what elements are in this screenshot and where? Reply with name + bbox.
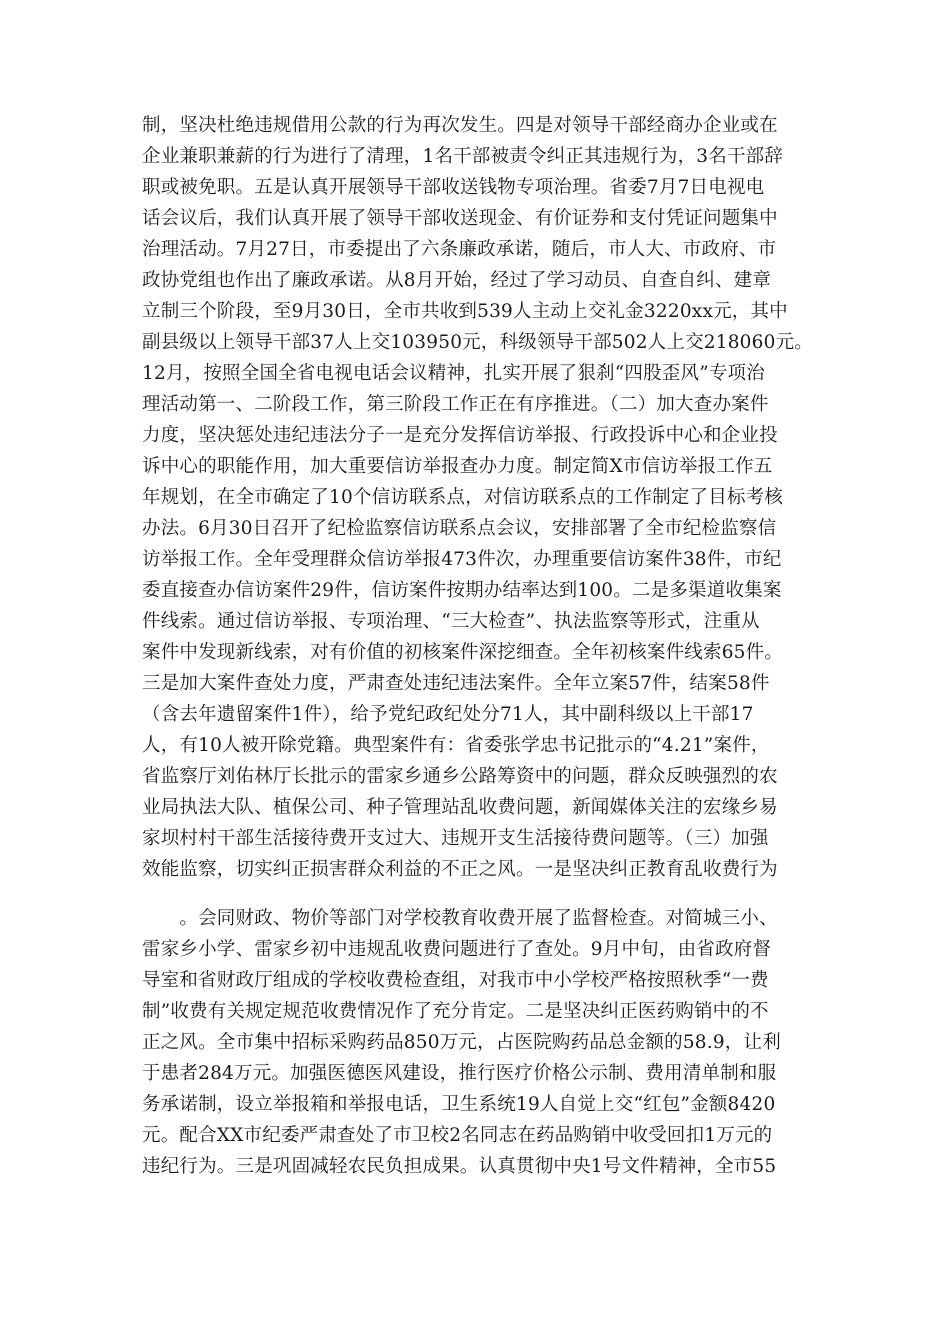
- text-line: 企业兼职兼薪的行为进行了清理，1名干部被责令纠正其违规行为，3名干部辞: [142, 146, 784, 167]
- text-line: （含去年遗留案件1件），给予党纪政纪处分71人，其中副科级以上干部17: [142, 704, 754, 725]
- text-line: 家坝村村干部生活接待费开支过大、违规开支生活接待费问题等。（三）加强: [142, 828, 769, 849]
- text-line: 诉中心的职能作用，加大重要信访举报查办力度。制定简X市信访举报工作五: [142, 456, 773, 477]
- text-line: 访举报工作。全年受理群众信访举报473件次，办理重要信访案件38件，市纪: [142, 549, 782, 570]
- text-line: 委直接查办信访案件29件，信访案件按期办结率达到100。二是多渠道收集案: [142, 580, 782, 601]
- text-line: 违纪行为。三是巩固减轻农民负担成果。认真贯彻中央1号文件精神，全市55: [142, 1156, 777, 1177]
- text-line: 话会议后，我们认真开展了领导干部收送现金、有价证券和支付凭证问题集中: [142, 208, 778, 229]
- text-line: 人，有10人被开除党籍。典型案件有：省委张学忠书记批示的“4.21”案件，: [142, 735, 770, 756]
- text-line: 立制三个阶段，至9月30日，全市共收到539人主动上交礼金3220xx元，其中: [142, 301, 788, 322]
- text-line: 政协党组也作出了廉政承诺。从8月开始，经过了学习动员、自查自纠、建章: [142, 270, 772, 291]
- text-line: 务承诺制，设立举报箱和举报电话，卫生系统19人自觉上交“红包”金额8420: [142, 1094, 776, 1115]
- text-line: 力度，坚决惩处违纪违法分子一是充分发挥信访举报、行政投诉中心和企业投: [142, 425, 778, 446]
- text-line: 效能监察，切实纠正损害群众利益的不正之风。一是坚决纠正教育乱收费行为: [142, 859, 778, 880]
- text-line: 副县级以上领导干部37人上交103950元，科级领导干部502人上交218060元。: [142, 332, 813, 353]
- text-line: 治理活动。7月27日，市委提出了六条廉政承诺，随后，市人大、市政府、市: [142, 239, 777, 260]
- text-line: 导室和省财政厅组成的学校收费检查组，对我市中小学校严格按照秋季“一费: [142, 970, 769, 991]
- text-line: 理活动第一、二阶段工作，第三阶段工作正在有序推进。（二）加大查办案件: [142, 394, 769, 415]
- text-line: 三是加大案件查处力度，严肃查处违纪违法案件。全年立案57件，结案58件: [142, 673, 770, 694]
- text-line: 元。配合XX市纪委严肃查处了市卫校2名同志在药品购销中收受回扣1万元的: [142, 1125, 773, 1146]
- text-line: 于患者284万元。加强医德医风建设，推行医疗价格公示制、费用清单制和服: [142, 1063, 777, 1084]
- text-line: 办法。6月30日召开了纪检监察信访联系点会议，安排部署了全市纪检监察信: [142, 518, 777, 539]
- text-line: 12月，按照全国全省电视电话会议精神，扎实开展了狠刹“四股歪风”专项治: [142, 363, 765, 384]
- text-line: 案件中发现新线索，对有价值的初核案件深挖细查。全年初核案件线索65件。: [142, 642, 784, 663]
- text-line: 业局执法大队、植保公司、种子管理站乱收费问题，新闻媒体关注的宏缘乡易: [142, 797, 778, 818]
- text-line: 制，坚决杜绝违规借用公款的行为再次发生。四是对领导干部经商办企业或在: [142, 115, 778, 136]
- text-line: 雷家乡小学、雷家乡初中违规乱收费问题进行了查处。9月中旬，由省政府督: [142, 939, 772, 960]
- text-line: 正之风。全市集中招标采购药品850万元，占医院购药品总金额的58.9，让利: [142, 1032, 781, 1053]
- text-line: 件线索。通过信访举报、专项治理、“三大检查”、执法监察等形式，注重从: [142, 611, 760, 632]
- text-line: 年规划，在全市确定了10个信访联系点，对信访联系点的工作制定了目标考核: [142, 487, 784, 508]
- text-line: 职或被免职。五是认真开展领导干部收送钱物专项治理。省委7月7日电视电: [142, 177, 765, 198]
- text-line: 制”收费有关规定规范收费情况作了充分肯定。二是坚决纠正医药购销中的不: [142, 1001, 769, 1022]
- text-line: 省监察厅刘佑林厅长批示的雷家乡通乡公路筹资中的问题，群众反映强烈的农: [142, 766, 778, 787]
- text-line: 。会同财政、物价等部门对学校教育收费开展了监督检查。对简城三小、: [142, 908, 778, 929]
